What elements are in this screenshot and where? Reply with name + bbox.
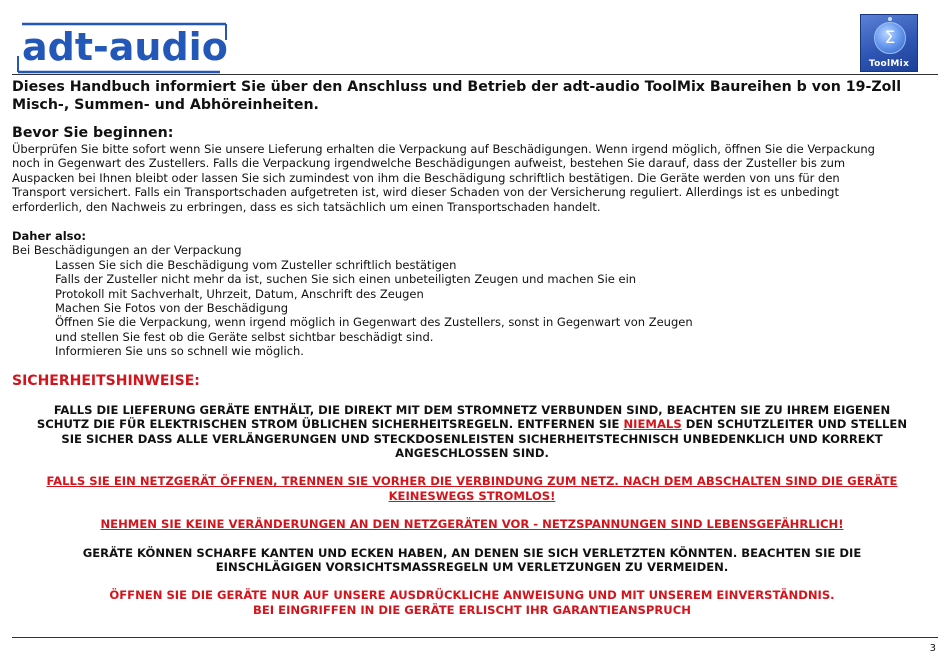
checklist-item: Protokoll mit Sachverhalt, Uhrzeit, Datum, Anschrift des Zeugen [55,286,424,301]
checklist-item: Falls der Zusteller nicht mehr da ist, suchen Sie sich einen unbeteiligten Zeugen und machen Sie ein [55,272,637,287]
safety-heading: SICHERHEITSHINWEISE: [12,372,200,389]
before-line: erforderlich, den Nachweis zu erbringen, dass es sich tatsächlich um einen Transportschaden handelt. [12,199,601,214]
notice-line: SCHUTZ DIE FÜR ELEKTRISCHEN STROM ÜBLICHEN SICHERHEITSREGELN. ENTFERNEN SIE [36,417,624,432]
footer-divider [12,637,938,638]
logo-text: adt-audio [22,25,228,69]
intro-line-2: Misch-, Summen- und Abhöreinheiten. [12,97,319,113]
checklist-item: Informieren Sie uns so schnell wie möglich. [55,344,304,359]
before-line: Transport versichert. Falls ein Transportschaden aufgetreten ist, wird dieser Schaden von der Versicherung reguliert. Allerdings ist es unbedingt [12,185,839,200]
notice-line: SIE SICHER DASS ALLE VERLÄNGERUNGEN UND STECKDOSENLEISTEN SICHERHEITSTECHNISCH UNBEDENKLICH UND KORREKT [61,431,883,446]
page-content [12,78,932,617]
orb-highlight [888,17,892,21]
header-divider [12,74,938,75]
notice-line: ÖFFNEN SIE DIE GERÄTE NUR AUF UNSERE AUSDRÜCKLICHE ANWEISUNG UND MIT UNSEREM EINVERSTÄNDNIS. [109,588,835,603]
never-emphasis: NIEMALS [623,417,682,432]
notice-line: KEINESWEGS STROMLOS! [388,488,556,503]
safety-notice-power-supply [12,474,932,503]
checklist-item: und stellen Sie fest ob die Geräte selbst sichtbar beschädigt sind. [55,329,434,344]
page-number: 3 [929,643,936,654]
intro-line-1: Dieses Handbuch informiert Sie über den Anschluss und Betrieb der adt-audio ToolMix Baureihen b von 19-Zoll [12,79,902,95]
before-paragraph [12,142,932,214]
safety-notice-warranty [12,588,932,617]
notice-line: EINSCHLÄGIGEN VORSICHTSMASSREGELN UM VERLETZUNGEN ZU VERMEIDEN. [215,559,729,574]
before-line: Auspacken bei Ihnen bleibt oder lassen Sie sich zumindest von ihm die Beschädigung schriftlich bestätigen. Die Geräte werden von uns für den [12,170,840,185]
notice-line: ANGESCHLOSSEN SIND. [395,445,549,460]
before-heading: Bevor Sie beginnen: [12,125,174,141]
checklist-item: Öffnen Sie die Verpackung, wenn irgend möglich in Gegenwart des Zustellers, sonst in Gegenwart von Zeugen [55,315,693,330]
checklist-item: Machen Sie Fotos von der Beschädigung [55,301,289,316]
safety-notice-no-modifications: NEHMEN SIE KEINE VERÄNDERUNGEN AN DEN NETZGERÄTEN VOR - NETZSPANNUNGEN SIND LEBENSGEFÄHRLICH! [100,517,844,532]
before-line: noch in Gegenwart des Zustellers. Falls die Verpackung irgendwelche Beschädigungen aufweist, bestehen Sie darauf, dass der Zusteller bis zum [12,156,846,171]
toolmix-badge [860,14,918,72]
therefore-heading: Daher also: [12,229,87,244]
badge-label: ToolMix [868,59,910,69]
sigma-icon: Σ [874,22,906,54]
notice-line: BEI EINGRIFFEN IN DIE GERÄTE ERLISCHT IHR GARANTIEANSPRUCH [253,602,691,617]
notice-line: FALLS DIE LIEFERUNG GERÄTE ENTHÄLT, DIE DIREKT MIT DEM STROMNETZ VERBUNDEN SIND, BEACHTEN SIE ZU IHREM EIGENEN [53,402,891,417]
notice-line: FALLS SIE EIN NETZGERÄT ÖFFNEN, TRENNEN SIE VORHER DIE VERBINDUNG ZUM NETZ. NACH DEM ABSCHALTEN SIND DIE GERÄTE [46,474,898,489]
safety-notice-mains [12,403,932,461]
before-line: Überprüfen Sie bitte sofort wenn Sie unsere Lieferung erhalten die Verpackung auf Beschädigungen. Wenn irgend möglich, öffnen Sie die Verpackung [12,142,875,156]
safety-notice-sharp-edges [12,546,932,575]
checklist-item: Lassen Sie sich die Beschädigung vom Zusteller schriftlich bestätigen [55,257,457,272]
damage-checklist [12,243,932,358]
notice-line: GERÄTE KÖNNEN SCHARFE KANTEN UND ECKEN HABEN, AN DENEN SIE SICH VERLETZTEN KÖNNTEN. BEACHTEN SIE DIE [82,545,862,560]
checklist-lead: Bei Beschädigungen an der Verpackung [12,243,242,258]
intro-paragraph [12,78,932,114]
adt-audio-logo [14,14,236,76]
notice-line: DEN SCHUTZLEITER UND STELLEN [681,417,908,432]
